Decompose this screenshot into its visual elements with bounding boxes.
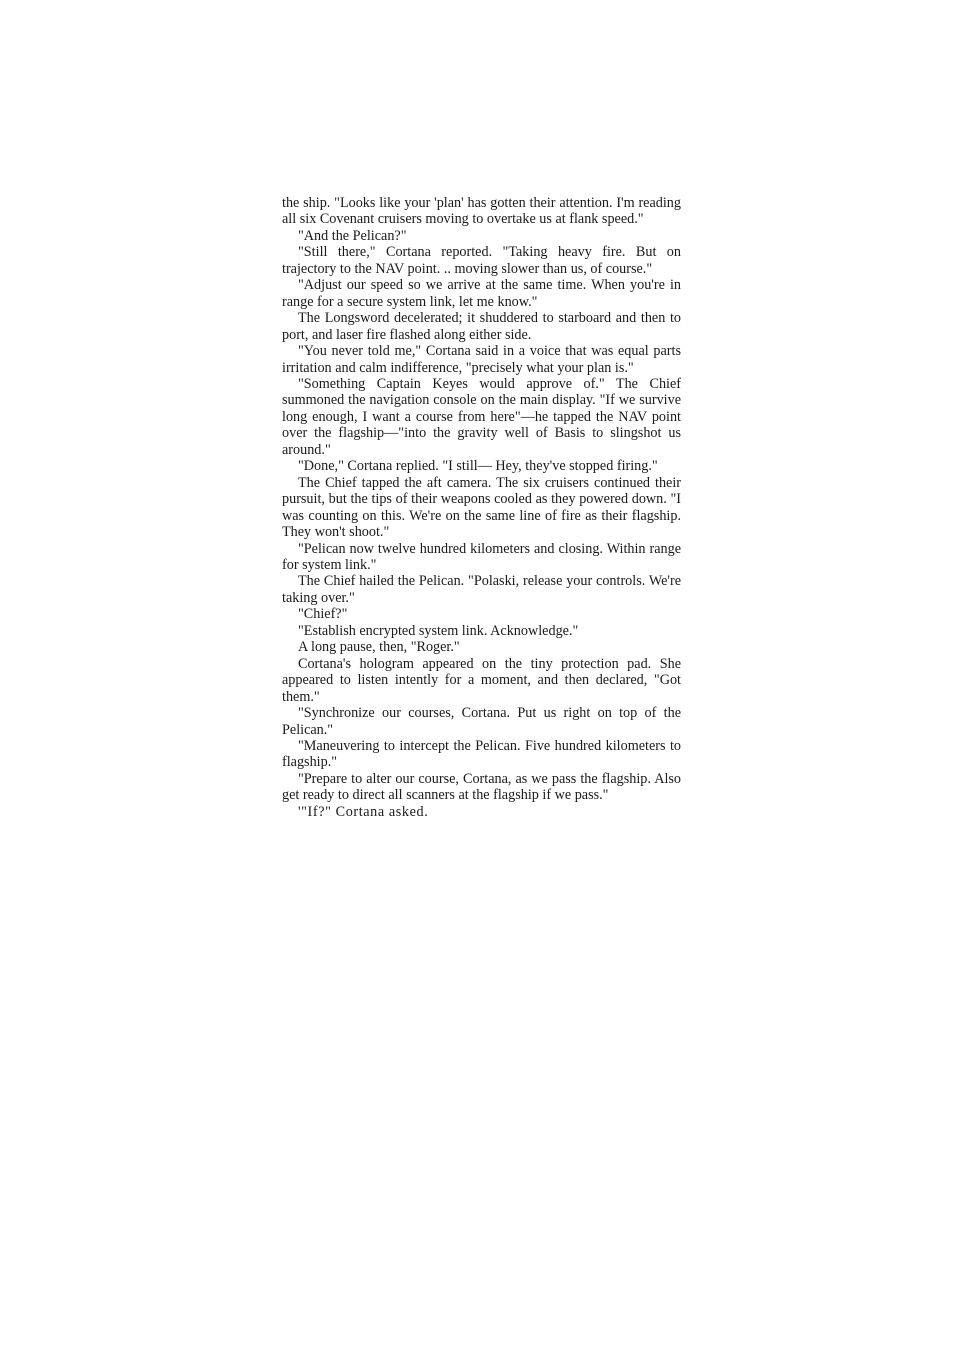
paragraph: "Establish encrypted system link. Acknowledge." [298,622,579,639]
page-text [282,195,681,820]
paragraph: Cortana's hologram appeared on the tiny protection pad. She appeared to listen intently for a moment, and then declared, "Got them." [282,655,681,705]
paragraph: The Longsword decelerated; it shuddered to starboard and then to port, and laser fire flashed along either side. [282,310,681,343]
paragraph: "Something Captain Keyes would approve of." The Chief summoned the navigation console on the main display. "If we survive long enough, I want a course from here"—he tapped the NAV point over the flagship—"into the gravity well of Basis to slingshot us around." [282,375,681,458]
paragraph: '"If?" Cortana asked. [298,803,429,820]
paragraph: the ship. "Looks like your 'plan' has gotten their attention. I'm reading all six Covenant cruisers moving to overtake us at flank speed." [282,195,681,228]
paragraph: "Synchronize our courses, Cortana. Put us right on top of the Pelican." [282,705,681,738]
paragraph: "Maneuvering to intercept the Pelican. Five hundred kilometers to flagship." [282,737,681,771]
paragraph: The Chief hailed the Pelican. "Polaski, release your controls. We're taking over." [282,573,681,606]
paragraph: "Done," Cortana replied. "I still— Hey, they've stopped firing." [298,458,658,475]
paragraph: "Pelican now twelve hundred kilometers and closing. Within range for system link." [282,540,681,573]
paragraph: A long pause, then, "Roger." [298,639,460,656]
paragraph: "Adjust our speed so we arrive at the same time. When you're in range for a secure system link, let me know." [282,277,681,310]
paragraph: "Prepare to alter our course, Cortana, as we pass the flagship. Also get ready to direct all scanners at the flagship if we pass." [282,770,681,804]
paragraph: "Chief?" [298,606,348,623]
paragraph: The Chief tapped the aft camera. The six cruisers continued their pursuit, but the tips of their weapons cooled as they powered down. "I was counting on this. We're on the same line of fire as their flagship. They won't shoot." [282,474,681,541]
paragraph: "And the Pelican?" [298,227,407,244]
paragraph: "You never told me," Cortana said in a voice that was equal parts irritation and calm indifference, "precisely what your plan is." [282,343,681,376]
paragraph: "Still there," Cortana reported. "Taking heavy fire. But on trajectory to the NAV point. .. moving slower than us, of course." [282,244,681,277]
